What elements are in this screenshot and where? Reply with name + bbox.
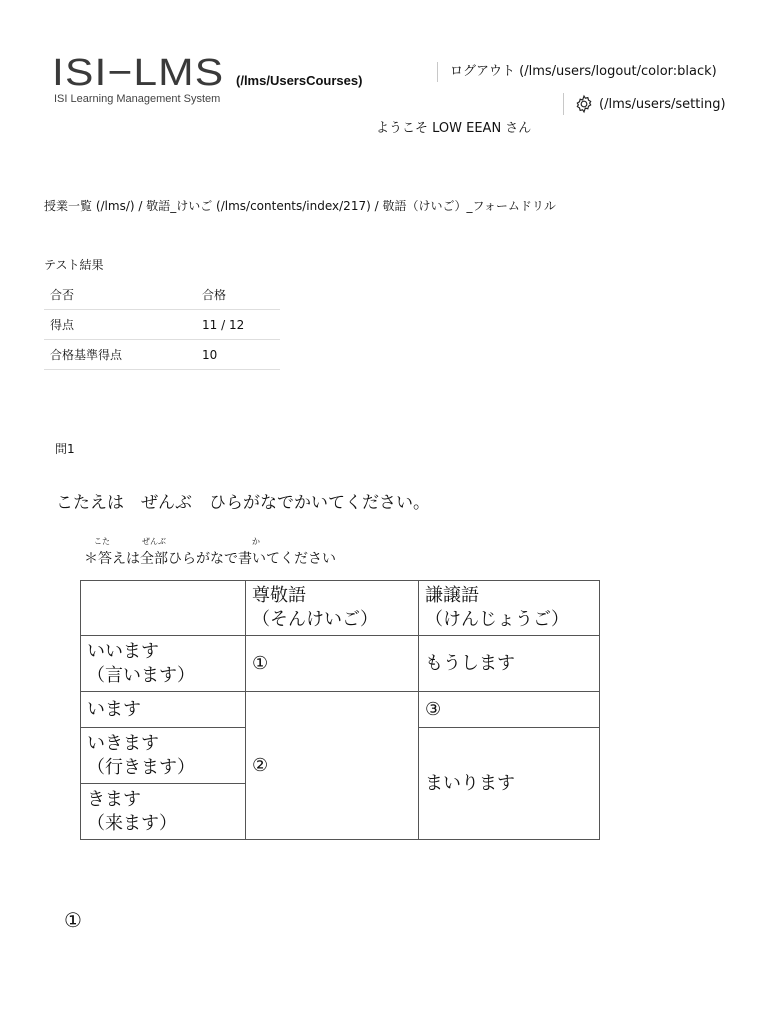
logo-mark[interactable]: ISI−LMS	[52, 52, 225, 94]
ruby-zenbu: ぜんぶ	[142, 537, 166, 546]
verb-iimasu-kana: いいます	[87, 640, 159, 662]
result-label-score: 得点	[44, 310, 196, 340]
setting-link-text[interactable]: (/lms/users/setting)	[599, 96, 726, 112]
gear-icon	[574, 94, 594, 114]
header-sonkei	[246, 581, 419, 636]
kenjo-mairimasu: まいります	[419, 728, 600, 840]
site-logo[interactable]	[52, 52, 363, 105]
header-kenjo	[419, 581, 600, 636]
question-instruction: こたえは ぜんぶ ひらがなでかいてください。	[56, 493, 430, 513]
verb-ikimasu-kanji: （行きます）	[87, 756, 195, 778]
keigo-table	[80, 580, 600, 840]
result-label-threshold: 合格基準得点	[44, 340, 196, 370]
result-value-pass: 合格	[196, 280, 280, 310]
verb-ikimasu-kana: いきます	[87, 732, 159, 754]
result-value-score: 11 / 12	[196, 310, 280, 340]
result-value-threshold: 10	[196, 340, 280, 370]
verb-ikimasu	[81, 728, 246, 784]
ruby-kotae: こた	[94, 537, 110, 546]
verb-kimasu-kanji: （来ます）	[87, 812, 177, 834]
blank-1: ①	[246, 636, 419, 692]
table-row	[81, 581, 600, 636]
verb-iimasu-kanji: （言います）	[87, 664, 195, 686]
table-row	[81, 636, 600, 692]
breadcrumb[interactable]: 授業一覧 (/lms/) / 敬語_けいご (/lms/contents/index/217) / 敬語（けいご）_フォームドリル	[44, 199, 556, 213]
result-table	[44, 280, 280, 370]
result-label-pass: 合否	[44, 280, 196, 310]
header-kenjo-label: 謙譲語	[425, 585, 480, 606]
question-note: ＊答えは全部ひらがなで書いてください	[84, 551, 336, 567]
blank-2: ②	[246, 692, 419, 840]
question-image	[80, 532, 600, 842]
verb-imasu: います	[81, 692, 246, 728]
question-number: 問1	[55, 442, 75, 456]
ruby-ka: か	[252, 537, 260, 546]
blank-3: ③	[419, 692, 600, 728]
table-row	[81, 692, 600, 728]
logo-link-text[interactable]: (/lms/UsersCourses)	[236, 73, 363, 88]
header-kenjo-reading: （けんじょうご）	[425, 609, 570, 630]
kenjo-moushimasu: もうします	[419, 636, 600, 692]
verb-kimasu	[81, 784, 246, 840]
table-row	[44, 310, 280, 340]
welcome-message: ようこそ LOW EEAN さん	[376, 121, 532, 136]
logo-subtitle: ISI Learning Management System	[54, 93, 221, 105]
table-row	[44, 280, 280, 310]
verb-iimasu	[81, 636, 246, 692]
setting-link[interactable]	[563, 93, 726, 115]
header-sonkei-label: 尊敬語	[252, 585, 307, 606]
answer-label: ①	[64, 908, 82, 932]
verb-kimasu-kana: きます	[87, 788, 141, 810]
header-empty-cell	[81, 581, 246, 636]
result-title: テスト結果	[44, 258, 104, 272]
table-row	[44, 340, 280, 370]
logout-link[interactable]: ログアウト (/lms/users/logout/color:black)	[437, 62, 717, 82]
header-sonkei-reading: （そんけいご）	[252, 609, 379, 630]
